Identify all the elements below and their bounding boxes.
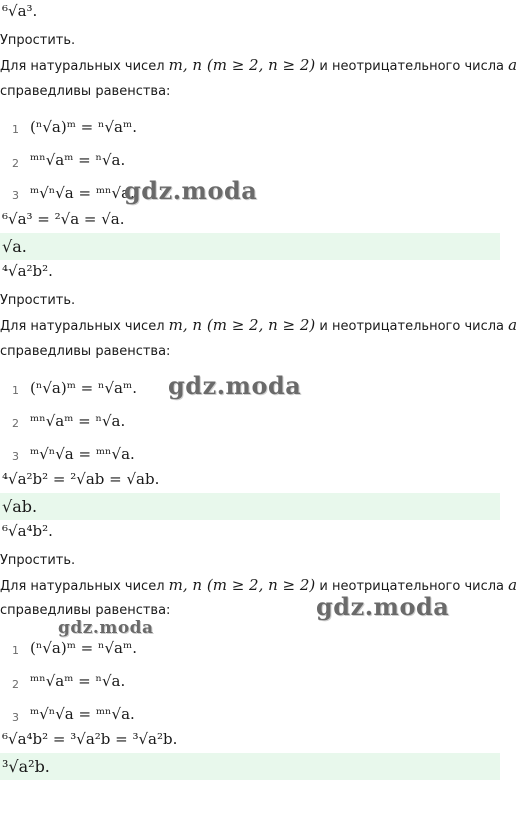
answer-value: √ab. [2,497,38,516]
rule-formula: (ⁿ√a)ᵐ = ⁿ√aᵐ. [30,639,137,657]
solution-line: ⁴√a²b² = ²√ab = √ab. [2,470,160,488]
intro-var: a [508,56,517,74]
intro-text-2: и неотрицательного числа [319,59,504,74]
intro-text-2: и неотрицательного числа [319,579,504,594]
intro-math: m, n (m ≥ 2, n ≥ 2) [168,316,316,334]
answer-box [0,753,500,780]
intro-math: m, n (m ≥ 2, n ≥ 2) [168,576,316,594]
rule-formula: ᵐⁿ√aᵐ = ⁿ√a. [30,672,126,690]
watermark: gdz.moda [316,592,450,621]
task-expression: ⁶√a⁴b². [2,522,53,540]
instruction: Упростить. [0,293,76,308]
answer-value: ³√a²b. [2,757,50,776]
rule-number: 3 [12,189,19,202]
intro-line [0,56,517,74]
watermark: gdz.moda [168,371,302,400]
intro-line-2: справедливы равенства: [0,603,171,618]
intro-line [0,316,517,334]
answer-box [0,493,500,520]
intro-line-2: справедливы равенства: [0,344,171,359]
rule-number: 1 [12,644,19,657]
intro-text: Для натуральных чисел [0,579,165,594]
rule-formula: ᵐ√ⁿ√a = ᵐⁿ√a. [30,445,135,463]
instruction: Упростить. [0,553,76,568]
intro-text: Для натуральных чисел [0,59,165,74]
intro-var: a [508,576,517,594]
solution-line: ⁶√a⁴b² = ³√a²b = ³√a²b. [2,730,178,748]
intro-line-2: справедливы равенства: [0,84,171,99]
intro-math: m, n (m ≥ 2, n ≥ 2) [168,56,316,74]
intro-text-2: и неотрицательного числа [319,319,504,334]
intro-var: a [508,316,517,334]
task-expression: ⁶√a³. [2,2,38,20]
intro-text: Для натуральных чисел [0,319,165,334]
rule-number: 2 [12,157,19,170]
solution-line: ⁶√a³ = ²√a = √a. [2,210,125,228]
task-expression: ⁴√a²b². [2,262,53,280]
instruction: Упростить. [0,33,76,48]
rule-number: 1 [12,123,19,136]
answer-value: √a. [2,237,27,256]
rule-formula: ᵐⁿ√aᵐ = ⁿ√a. [30,412,126,430]
rule-number: 3 [12,711,19,724]
answer-box [0,233,500,260]
watermark: gdz.moda [58,618,154,638]
rule-number: 1 [12,384,19,397]
rule-formula: (ⁿ√a)ᵐ = ⁿ√aᵐ. [30,118,137,136]
rule-formula: (ⁿ√a)ᵐ = ⁿ√aᵐ. [30,379,137,397]
rule-formula: ᵐⁿ√aᵐ = ⁿ√a. [30,151,126,169]
rule-number: 3 [12,450,19,463]
rule-number: 2 [12,417,19,430]
rule-formula: ᵐ√ⁿ√a = ᵐⁿ√a. [30,705,135,723]
rule-formula: ᵐ√ⁿ√a = ᵐⁿ√a. [30,184,135,202]
watermark: gdz.moda [124,176,258,205]
rule-number: 2 [12,678,19,691]
